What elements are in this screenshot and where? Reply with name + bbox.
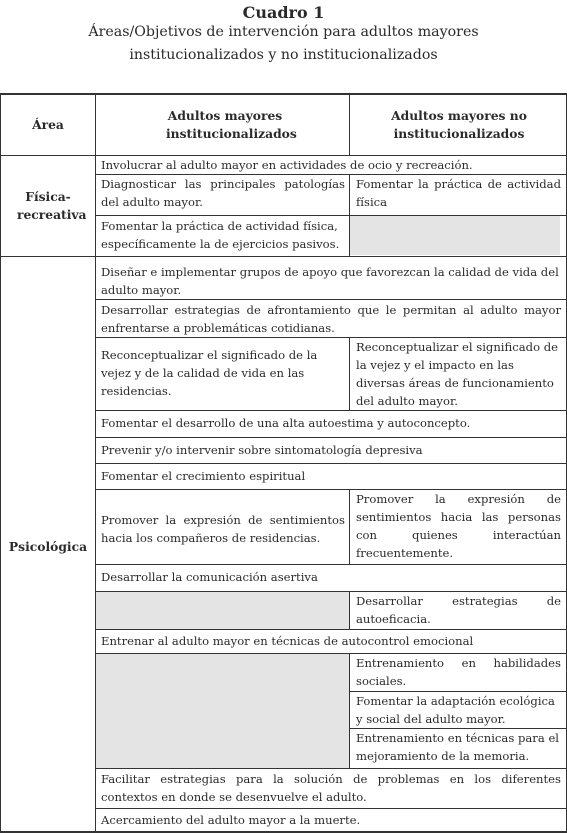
objective-cell: Fomentar el crecimiento espiritual: [101, 469, 306, 483]
objective-cell: Reconceptualizar el significado de la vejez y el impacto en las diversas áreas de funcionamiento del adulto mayor.: [356, 340, 559, 408]
area-fisica-recreativa: Física-recreativa: [17, 189, 87, 222]
empty-cell: [96, 654, 349, 768]
objective-cell: Fomentar la práctica de actividad física, específicamente la de ejercicios pasivos.: [101, 219, 340, 251]
table-left-border: [0, 93, 1, 833]
objective-cell: Prevenir y/o intervenir sobre sintomatología depresiva: [101, 443, 423, 457]
column-rule: [349, 653, 350, 768]
column-rule: [349, 337, 350, 410]
objective-cell: Promover la expresión de sentimientos hacia las personas con quienes interactúan frecuentemente.: [356, 492, 561, 560]
objective-cell: Acercamiento del adulto mayor a la muerte.: [101, 813, 361, 827]
header-no-institucionalizados: Adultos mayores no institucionalizados: [391, 108, 527, 141]
area-psicologica: Psicológica: [8, 539, 88, 554]
objective-cell: Desarrollar estrategias de afrontamiento que le permitan al adulto mayor enfrentarse a problemáticas cotidianas.: [101, 303, 561, 335]
row-divider: [96, 564, 567, 565]
empty-cell: [350, 216, 560, 255]
objective-cell: Entrenar al adulto mayor en técnicas de autocontrol emocional: [101, 634, 474, 648]
row-divider: [96, 768, 567, 769]
objective-cell: Involucrar al adulto mayor en actividades de ocio y recreación.: [101, 158, 473, 172]
objective-cell: Fomentar el desarrollo de una alta autoestima y autoconcepto.: [101, 416, 471, 430]
header-institucionalizados: Adultos mayores institucionalizados: [166, 108, 297, 141]
objective-cell: Promover la expresión de sentimientos hacia los compañeros de residencias.: [101, 513, 345, 545]
table-top-rule: [0, 93, 567, 95]
empty-cell: [96, 592, 349, 629]
table-title-line-2: institucionalizados y no institucionalizados: [129, 47, 438, 63]
objective-cell: Fomentar la adaptación ecológica y social del adulto mayor.: [356, 694, 555, 726]
objective-cell: Facilitar estrategias para la solución de problemas en los diferentes contextos en donde se desenvuelve el adulto.: [101, 772, 561, 804]
column-rule: [349, 174, 350, 256]
row-divider: [96, 629, 567, 630]
objective-cell: Entrenamiento en habilidades sociales.: [356, 656, 561, 688]
objective-cell: Desarrollar la comunicación asertiva: [101, 570, 318, 584]
column-rule: [349, 489, 350, 564]
header-area: Área: [32, 117, 64, 132]
section-divider: [0, 256, 567, 257]
objective-cell: Entrenamiento en técnicas para el mejoramiento de la memoria.: [356, 731, 560, 763]
row-divider: [96, 410, 567, 411]
table-title-line-1: Áreas/Objetivos de intervención para adultos mayores: [88, 24, 479, 40]
area-column-rule: [95, 93, 96, 833]
objective-cell: Desarrollar estrategias de autoeficacia.: [356, 594, 561, 626]
objective-cell: Reconceptualizar el significado de la vejez y de la calidad de vida en las residencias.: [101, 348, 318, 398]
row-divider: [96, 215, 567, 216]
column-rule: [349, 93, 350, 156]
objective-cell: Fomentar la práctica de actividad física: [356, 177, 561, 209]
column-rule: [349, 591, 350, 629]
row-divider: [96, 463, 567, 464]
objective-cell: Diagnosticar las principales patologías del adulto mayor.: [101, 177, 345, 209]
row-divider: [96, 437, 567, 438]
objective-cell: Diseñar e implementar grupos de apoyo que favorezcan la calidad de vida del adulto mayor.: [101, 265, 559, 297]
table-number: Cuadro 1: [242, 3, 325, 22]
row-divider: [96, 299, 567, 300]
row-divider: [96, 808, 567, 809]
